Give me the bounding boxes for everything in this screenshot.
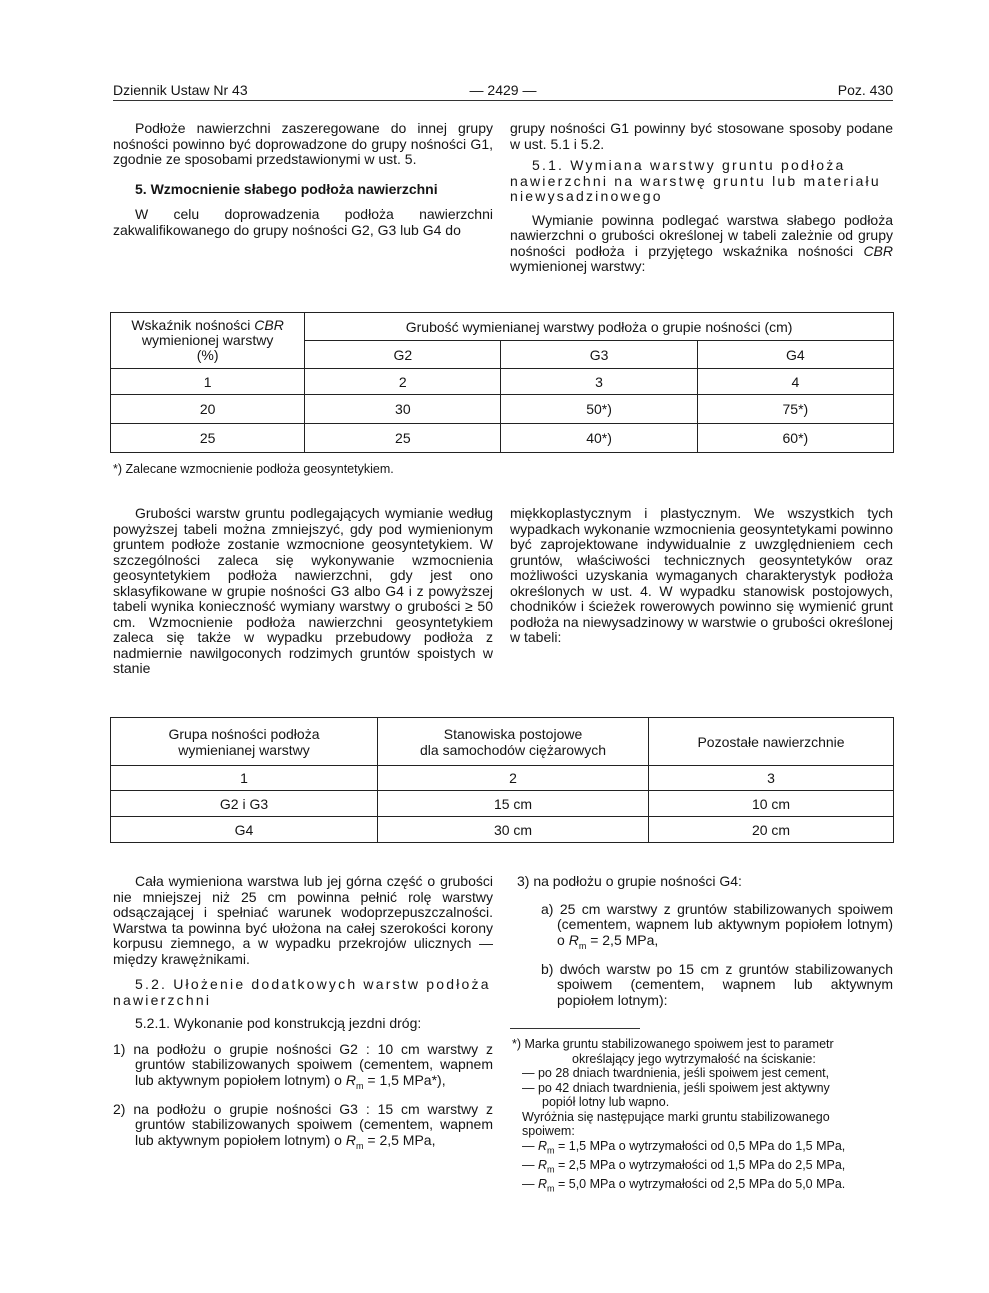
table-row: G4 30 cm 20 cm xyxy=(111,817,894,843)
list-item: — $R_m = 1,5$ MPa o wytrzymałości od 0,5 MPa do 1,5 MPa, xyxy=(522,1138,846,1155)
middle-left-column xyxy=(113,506,493,683)
paragraph: grupy nośności G1 powinny być stosowane sposoby podane w ust. 5.1 i 5.2. xyxy=(510,120,893,152)
paragraph: W celu doprowadzenia podłoża nawierzchni zakwalifikowanego do grupy nośności G2, G3 lub G4 do xyxy=(113,206,493,238)
table-row: G2 i G3 15 cm 10 cm xyxy=(111,791,894,817)
paragraph: 5.2.1. Wykonanie pod konstrukcją jezdni dróg: xyxy=(135,1015,422,1031)
section-heading: 5. Wzmocnienie słabego podłoża nawierzchni xyxy=(135,180,438,197)
list-item: — $R_m = 2,5$ MPa o wytrzymałości od 1,5 MPa do 2,5 MPa, xyxy=(522,1157,846,1174)
list-item: a) 25 cm warstwy z gruntów stabilizowanych spoiwem (cementem, wapnem lub aktywnym popiołem lotnym) o $R_m = 2,5$ MPa, xyxy=(541,900,893,951)
group-header-cell: Grupa nośności podłoża wymienianej warstwy xyxy=(111,718,378,766)
header-g3: G3 xyxy=(501,341,697,369)
header-g4: G4 xyxy=(697,341,893,369)
bottom-left-column xyxy=(113,874,493,1162)
bottom-right-column xyxy=(517,874,893,1016)
position-number: Poz. 430 xyxy=(837,82,893,98)
list-item: 3) na podłożu o grupie nośności G4: xyxy=(517,873,742,889)
table-row: 20 30 50*) 75*) xyxy=(111,395,894,424)
list-item: 2) na podłożu o grupie nośności G3 : 15 cm warstwy z gruntów stabilizowanych spoiwem (cementem, wapnem lub aktywnym popiołem lotnym) o $R_m = 2,5$ MPa, xyxy=(113,1100,493,1151)
journal-name: Dziennik Ustaw Nr 43 xyxy=(113,82,248,98)
middle-right-column xyxy=(510,506,893,652)
paragraph: Podłoże nawierzchni zaszeregowane do innej grupy nośności powinno być doprowadzone do grupy nośności G1, zgodnie ze sposobami przedstawionymi w ust. 5. xyxy=(113,120,493,167)
page-header xyxy=(113,82,893,101)
table-row: 1 2 3 xyxy=(111,766,894,791)
footnote-divider xyxy=(510,1028,640,1029)
paragraph: miękkoplastycznym i plastycznym. We wszystkich tych wypadkach wykonanie wzmocnienia geosyntetykami powinno być zaprojektowane indywidualnie z uwzględnieniem cech gruntów, właściwości technicznych geosyntetyków oraz możliwości uzyskania wymaganych charakterystyk podłoża określonych w ust. 4. W wypadku stanowisk postojowych, chodników i ścieżek rowerowych powinno się wymienić grunt podłoża na niewysadzinowy w warstwie o grubości określonej w tabeli: xyxy=(510,505,893,645)
other-surfaces-header-cell: Pozostałe nawierzchnie xyxy=(649,718,894,766)
table-row: 25 25 40*) 60*) xyxy=(111,424,894,453)
top-right-column xyxy=(510,121,893,281)
paragraph: Grubości warstw gruntu podlegających wymianie według powyższej tabeli można zmniejszyć, gdy pod wymienionym gruntem podłoże zostanie wzmocnione geosyntetykiem. W szczególności zaleca się wykonywanie wzmocnienia geosyntetykiem podłoża nawierzchni, gdy jest ono sklasyfikowane w grupie nośności G3 albo G4 i z powyższej tabeli wynika konieczność wymiany warstwy o grubości ≥ 50 cm. Wzmocnienie podłoża nawierzchni geosyntetykiem zaleca się także w wypadku przebudowy podłoża z nadmiernie nawilgoconych rodzimych gruntów spoistych w stanie xyxy=(113,505,493,676)
table-footnote: *) Zalecane wzmocnienie podłoża geosyntetykiem. xyxy=(113,462,394,476)
header-g2: G2 xyxy=(305,341,501,369)
list-item: b) dwóch warstw po 15 cm z gruntów stabilizowanych spoiwem (cementem, wapnem lub aktywnym popiołem lotnym): xyxy=(541,960,893,1008)
list-item: 1) na podłożu o grupie nośności G2 : 10 cm warstwy z gruntów stabilizowanych spoiwem (cementem, wapnem lub aktywnym popiołem lotnym) o $R_m = 1,5$ MPa*), xyxy=(113,1040,493,1091)
parking-layers-table xyxy=(110,717,894,843)
paragraph: Cała wymieniona warstwa lub jej górna część o grubości nie mniejszej niż 25 cm powinna pełnić rolę warstwy odsączającej i spełniać warunek wodoprzepuszczalności. Warstwa ta powinna być ułożona na całej szerokości korony korpusu ziemnego, a w wypadku przekrojów ulicznych — między krawężnikami. xyxy=(113,873,493,967)
thickness-group-header: Grubość wymienianej warstwy podłoża o grupie nośności (cm) xyxy=(305,313,894,341)
replacement-thickness-table xyxy=(110,312,894,453)
table-row: 1 2 3 4 xyxy=(111,369,894,395)
top-left-column xyxy=(113,121,493,244)
cbr-header-cell: Wskaźnik nośności CBR wymienionej warstwy (%) xyxy=(111,313,305,369)
footnote-block: *) Marka gruntu stabilizowanego spoiwem jest to parametr określający jego wytrzymałość na ściskanie: — po 28 dniach twardnienia, jeśli spoiwem jest cement, — po 42 dniach twardnienia, jeśli spoiwem jest aktywny popiół lotny lub wapno. Wyróżnia się następujące marki gruntu stabilizowanego spoiwem: — $R_m = 1,5$ MPa o wytrzymałości od 0,5 MPa do 1,5 MPa, — $R_m = 2,5$ MPa o wytrzymałości od 1,5 MPa do 2,5 MPa, — $R_m = 5,0$ MPa o wytrzymałości od 2,5 MPa do 5,0 MPa. xyxy=(512,1037,897,1196)
page-number: — 2429 — xyxy=(469,82,537,98)
parking-header-cell: Stanowiska postojowe dla samochodów ciężarowych xyxy=(378,718,649,766)
list-item: — $R_m = 5,0$ MPa o wytrzymałości od 2,5 MPa do 5,0 MPa. xyxy=(522,1176,846,1193)
paragraph: Wymianie powinna podlegać warstwa słabego podłoża nawierzchni o grubości określonej w tabeli zależnie od grupy nośności podłoża i przyjętego wskaźnika nośności CBR wymienionej warstwy: xyxy=(510,211,893,274)
subsection-heading: 5.1. Wymiana warstwy gruntu podłoża nawierzchni na warstwę gruntu lub materiału niewysadzinowego xyxy=(510,157,881,204)
subsection-heading: 5.2. Ułożenie dodatkowych warstw podłoża nawierzchni xyxy=(113,976,491,1008)
